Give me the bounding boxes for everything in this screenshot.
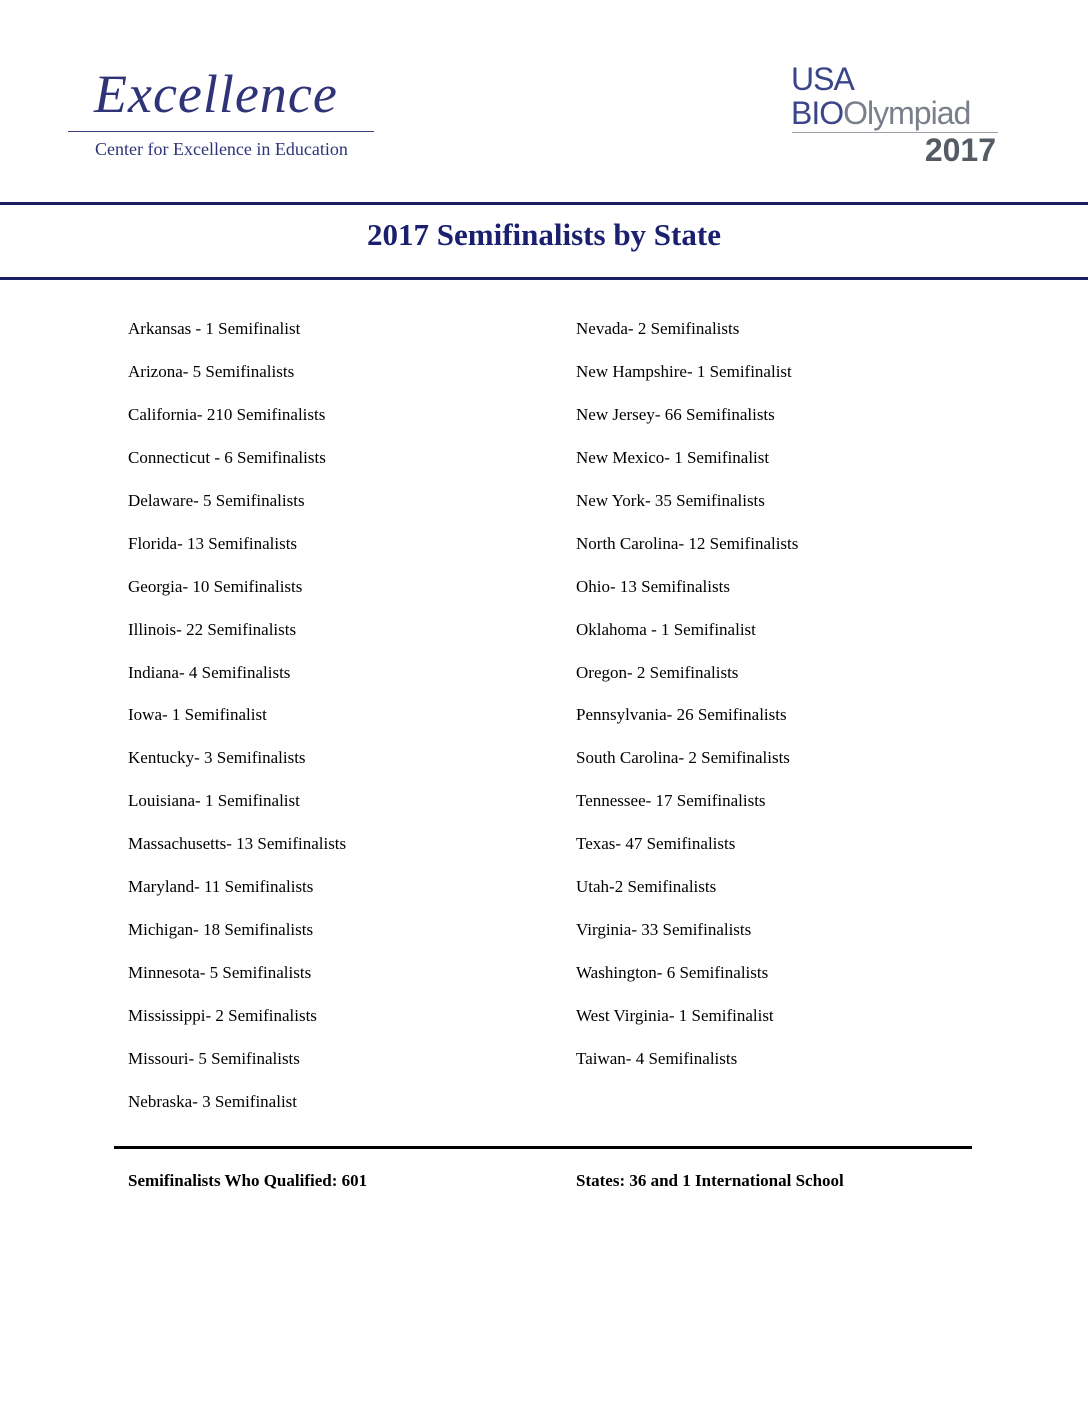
excellence-logo [68,62,378,162]
state-entry: Kentucky- 3 Semifinalists [128,748,306,768]
state-entry: Mississippi- 2 Semifinalists [128,1006,317,1025]
state-entry: West Virginia- 1 Semifinalist [576,1006,774,1025]
logo-underline [68,131,374,132]
state-entry: Arkansas - 1 Semifinalist [128,319,301,338]
state-entry: Illinois- 22 Semifinalists [128,619,297,639]
state-entry: Tennessee- 17 Semifinalists [576,791,766,811]
state-entry: Utah-2 Semifinalists [576,877,717,897]
state-entry: Virginia- 33 Semifinalists [576,920,752,940]
state-entry: Connecticut - 6 Semifinalists [128,447,326,467]
state-entry: Ohio- 13 Semifinalists [576,576,730,596]
logo-usa: USA [791,61,854,97]
state-entry: California- 210 Semifinalists [128,404,326,424]
state-entry: Georgia- 10 Semifinalists [128,576,303,596]
states-total: States: 36 and 1 International School [576,1171,844,1190]
state-entry: Indiana- 4 Semifinalists [128,662,291,682]
state-entry: Michigan- 18 Semifinalists [128,920,314,940]
state-entry: Minnesota- 5 Semifinalists [128,963,312,983]
state-entry: South Carolina- 2 Semifinalists [576,748,790,768]
state-entry: Massachusetts- 13 Semifinalists [128,834,347,854]
state-entry: Missouri- 5 Semifinalists [128,1048,300,1068]
logo-subtitle: Center for Excellence in Education [95,139,348,159]
footer-divider [114,1146,972,1149]
logo-olympiad: Olympiad [843,95,971,131]
state-entry: Louisiana- 1 Semifinalist [128,791,300,811]
state-entry: Washington- 6 Semifinalists [576,963,769,983]
state-entry: Nebraska- 3 Semifinalist [128,1091,298,1111]
state-entry: Iowa- 1 Semifinalist [128,705,267,725]
qualified-total: Semifinalists Who Qualified: 601 [128,1171,368,1190]
page-title: 2017 Semifinalists by State [367,217,721,252]
state-entry: North Carolina- 12 Semifinalists [576,533,799,553]
right-state-list [576,318,798,1091]
state-entry: New Hampshire- 1 Semifinalist [576,361,792,381]
logo-wordmark: Excellence [94,64,338,124]
state-entry: New Mexico- 1 Semifinalist [576,447,770,467]
left-state-list [128,318,346,1134]
state-entry: Delaware- 5 Semifinalists [128,490,305,510]
state-entry: New Jersey- 66 Semifinalists [576,404,775,424]
state-entry: Florida- 13 Semifinalists [128,533,298,553]
title-top-rule [0,202,1088,205]
state-entry: Arizona- 5 Semifinalists [128,361,295,381]
logo-biolympiad [791,96,970,130]
title-bottom-rule [0,277,1088,280]
usa-biolympiad-logo [788,62,1008,172]
state-entry: Nevada- 2 Semifinalists [576,319,740,338]
state-entry: Oregon- 2 Semifinalists [576,662,739,682]
state-entry: Taiwan- 4 Semifinalists [576,1048,738,1068]
logo-bio: BIO [791,95,844,131]
logo-year: 2017 [924,132,996,168]
state-entry: Texas- 47 Semifinalists [576,834,736,854]
state-entry: Oklahoma - 1 Semifinalist [576,619,756,639]
state-entry: New York- 35 Semifinalists [576,490,765,510]
state-entry: Maryland- 11 Semifinalists [128,877,314,897]
state-entry: Pennsylvania- 26 Semifinalists [576,705,787,725]
